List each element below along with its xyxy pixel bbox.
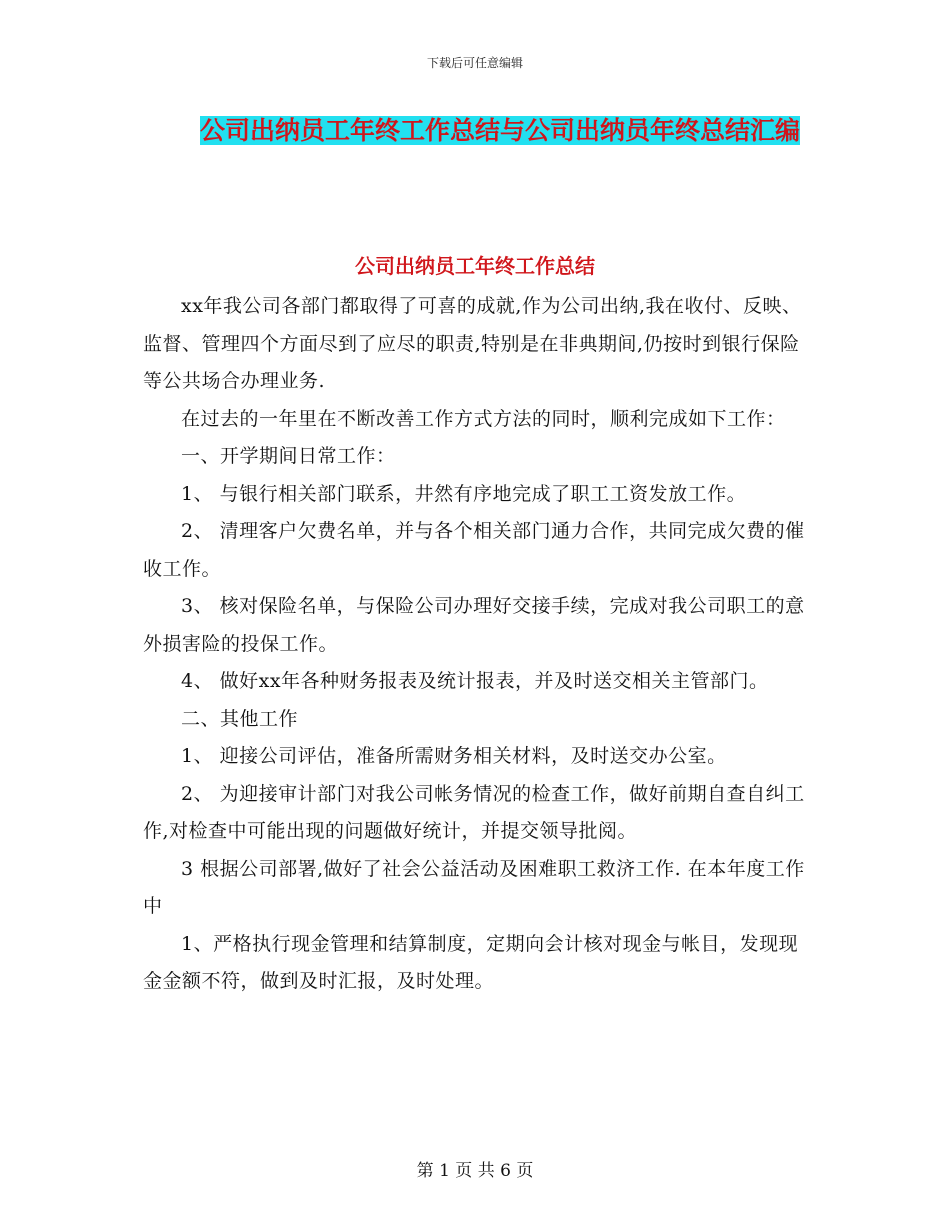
- paragraph: 3 根据公司部署,做好了社会公益活动及困难职工救济工作. 在本年度工作中: [143, 857, 805, 917]
- paragraph: 3、 核对保险名单，与保险公司办理好交接手续，完成对我公司职工的意外损害险的投保工作。: [143, 595, 805, 655]
- paragraph: 4、 做好xx年各种财务报表及统计报表，并及时送交相关主管部门。: [181, 670, 769, 692]
- header-note: 下载后可任意编辑: [426, 56, 523, 70]
- section-title: 公司出纳员工年终工作总结: [355, 254, 595, 278]
- body-text: [143, 288, 813, 1001]
- paragraph: 1、严格执行现金管理和结算制度，定期向会计核对现金与帐目，发现现金金额不符，做到及时汇报，及时处理。: [143, 932, 799, 992]
- paragraph: 1、 与银行相关部门联系，井然有序地完成了职工工资发放工作。: [181, 482, 747, 505]
- paragraph: 二、其他工作: [181, 707, 299, 730]
- document-title: [180, 108, 820, 154]
- paragraph: 在过去的一年里在不断改善工作方式方法的同时，顺利完成如下工作：: [181, 407, 786, 430]
- paragraph: 2、 清理客户欠费名单，并与各个相关部门通力合作，共同完成欠费的催收工作。: [143, 520, 805, 580]
- paragraph: 1、 迎接公司评估，准备所需财务相关材料，及时送交办公室。: [181, 745, 727, 767]
- document-title-text: 公司出纳员工年终工作总结与公司出纳员年终总结汇编: [199, 116, 800, 145]
- paragraph: 2、 为迎接审计部门对我公司帐务情况的检查工作，做好前期自查自纠工作,对检查中可能出现的问题做好统计，并提交领导批阅。: [143, 782, 805, 842]
- page-number-footer: 第 1 页 共 6 页: [416, 1161, 534, 1181]
- paragraph: 一、开学期间日常工作：: [181, 445, 396, 467]
- paragraph: xx年我公司各部门都取得了可喜的成就,作为公司出纳,我在收付、反映、监督、管理四个方面尽到了应尽的职责,特别是在非典期间,仍按时到银行保险等公共场合办理业务.: [143, 295, 802, 392]
